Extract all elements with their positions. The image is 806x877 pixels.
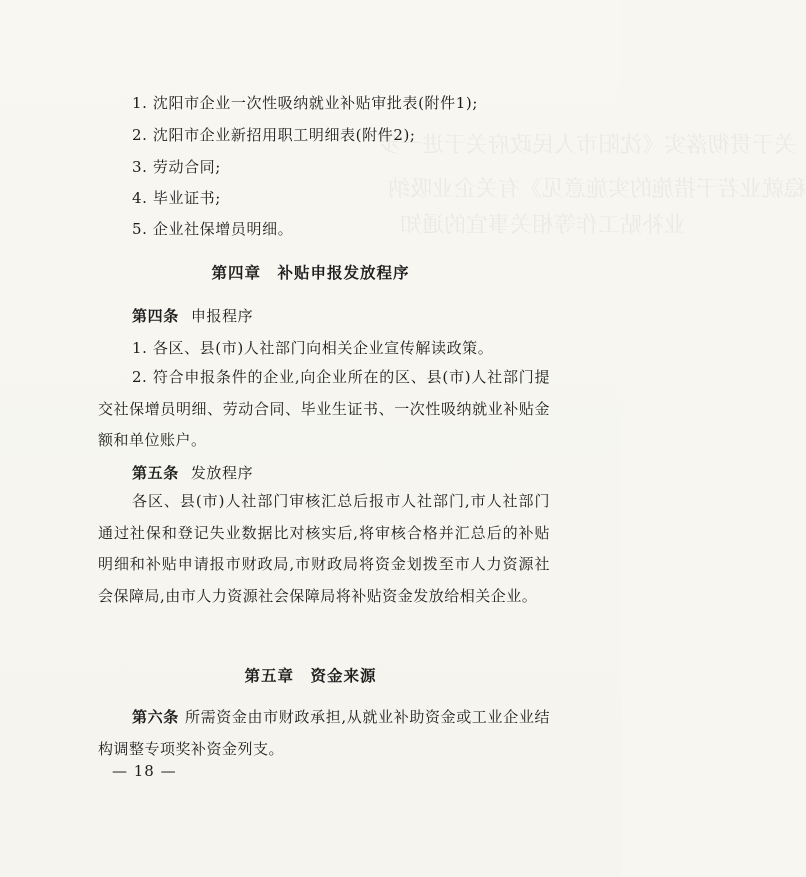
article-4-title: 申报程序 <box>190 307 254 325</box>
list-item-3: 3. 劳动合同; <box>132 158 221 176</box>
article-6-label: 第六条 <box>132 708 179 726</box>
article-4-paragraph-1: 1. 各区、县(市)人社部门向相关企业宣传解读政策。 <box>132 339 494 357</box>
list-item-5: 5. 企业社保增员明细。 <box>132 220 294 238</box>
article-4-paragraph-2: 2. 符合申报条件的企业,向企业所在的区、县(市)人社部门提交社保增员明细、劳动合同、毕业生证书、一次性吸纳就业补贴金额和单位账户。 <box>98 368 550 449</box>
list-item-2: 2. 沈阳市企业新招用职工明细表(附件2); <box>132 126 416 144</box>
page-number: — 18 — <box>112 762 177 780</box>
article-5-title: 发放程序 <box>190 464 254 482</box>
article-5-label: 第五条 <box>132 464 179 482</box>
chapter-4-heading: 第四章 补贴申报发放程序 <box>211 263 410 282</box>
article-5-paragraph: 各区、县(市)人社部门审核汇总后报市人社部门,市人社部门通过社保和登记失业数据比对核实后,将审核合格并汇总后的补贴明细和补贴申请报市财政局,市财政局将资金划拨至市人力资源社会保障局,由市人力资源社会保障局将补贴资金发放给相关企业。 <box>98 492 550 605</box>
article-5-heading <box>132 462 253 483</box>
article-4-label: 第四条 <box>132 307 179 325</box>
chapter-5-heading: 第五章 资金来源 <box>244 666 377 685</box>
article-4-heading <box>132 305 253 326</box>
article-6-text: 所需资金由市财政承担,从就业补助资金或工业企业结构调整专项奖补资金列支。 <box>98 708 550 758</box>
list-item-4: 4. 毕业证书; <box>132 189 221 207</box>
show-through-text: 关于贯彻落实《沈阳市人民政府关于进一步 稳就业若干措施的实施意见》有关企业吸纳 业补贴工作等相关事宜的通知 <box>378 133 806 238</box>
article-6-paragraph <box>98 702 550 765</box>
list-item-1: 1. 沈阳市企业一次性吸纳就业补贴审批表(附件1); <box>132 94 478 112</box>
